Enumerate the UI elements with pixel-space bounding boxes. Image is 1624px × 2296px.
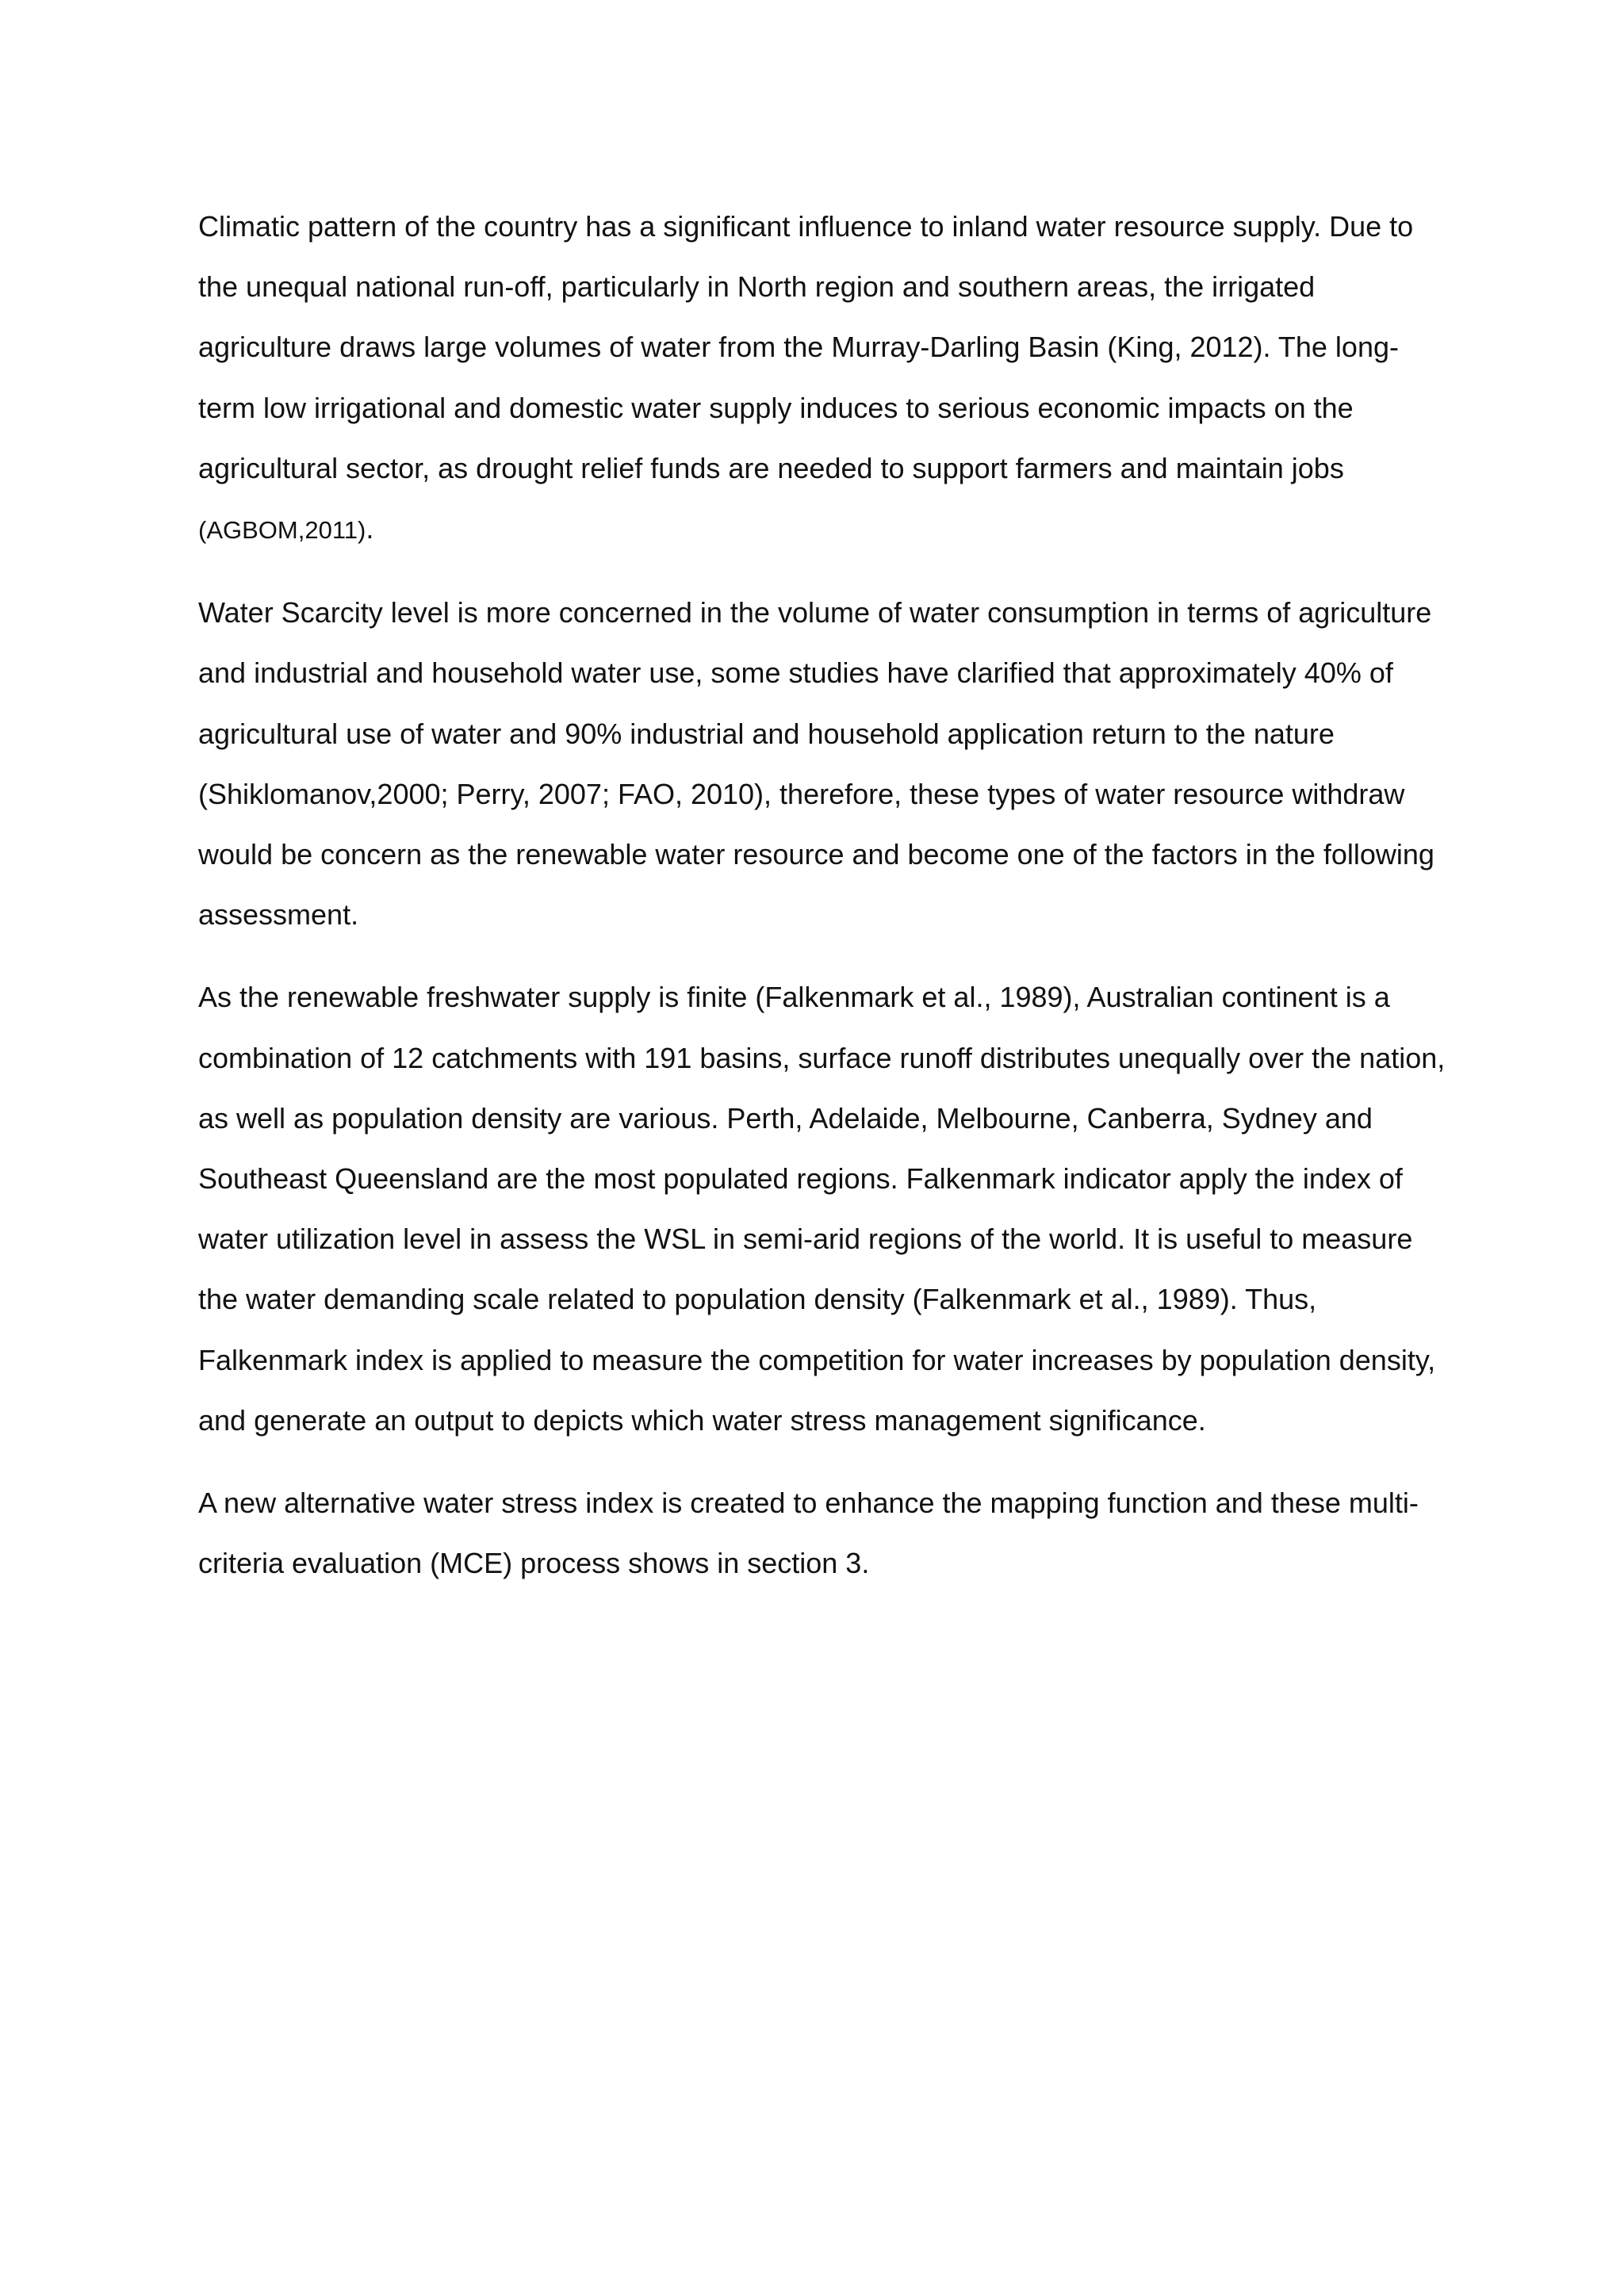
paragraph-freshwater-supply: As the renewable freshwater supply is finite (Falkenmark et al., 1989), Australian continent is a combination of 12 catchments with 191 basins, surface runoff distributes unequally over the nation, as well as population density are various. Perth, Adelaide, Melbourne, Canberra, Sydney and Southeast Queensland are the most populated regions. Falkenmark indicator apply the index of water utilization level in assess the WSL in semi-arid regions of the world. It is useful to measure the water demanding scale related to population density (Falkenmark et al., 1989). Thus, Falkenmark index is applied to measure the competition for water increases by population density, and generate an output to depicts which water stress management significance. xyxy=(198,981,1446,1437)
paragraph-water-scarcity: Water Scarcity level is more concerned in the volume of water consumption in terms of agriculture and industrial and household water use, some studies have clarified that approximately 40% of agricultural use of water and 90% industrial and household application return to the nature (Shiklomanov,2000; Perry, 2007; FAO, 2010), therefore, these types of water resource withdraw would be concern as the renewable water resource and become one of the factors in the following assessment. xyxy=(198,596,1434,932)
paragraph-climatic-pattern xyxy=(198,197,1451,561)
paragraph-end: . xyxy=(366,512,374,545)
paragraph-water-stress-index: A new alternative water stress index is created to enhance the mapping function and these multi-criteria evaluation (MCE) process shows in section 3. xyxy=(198,1487,1419,1580)
paragraph-text: Climatic pattern of the country has a significant influence to inland water resource supply. Due to the unequal national run-off, particularly in North region and southern areas, the irrigated agriculture draws large volumes of water from the Murray-Darling Basin (King, 2012). The long-term low irrigational and domestic water supply induces to serious economic impacts on the agricultural sector, as drought relief funds are needed to support farmers and maintain jobs xyxy=(198,210,1414,484)
document-body xyxy=(198,197,1451,1616)
citation-agbom: (AGBOM,2011) xyxy=(198,516,366,545)
